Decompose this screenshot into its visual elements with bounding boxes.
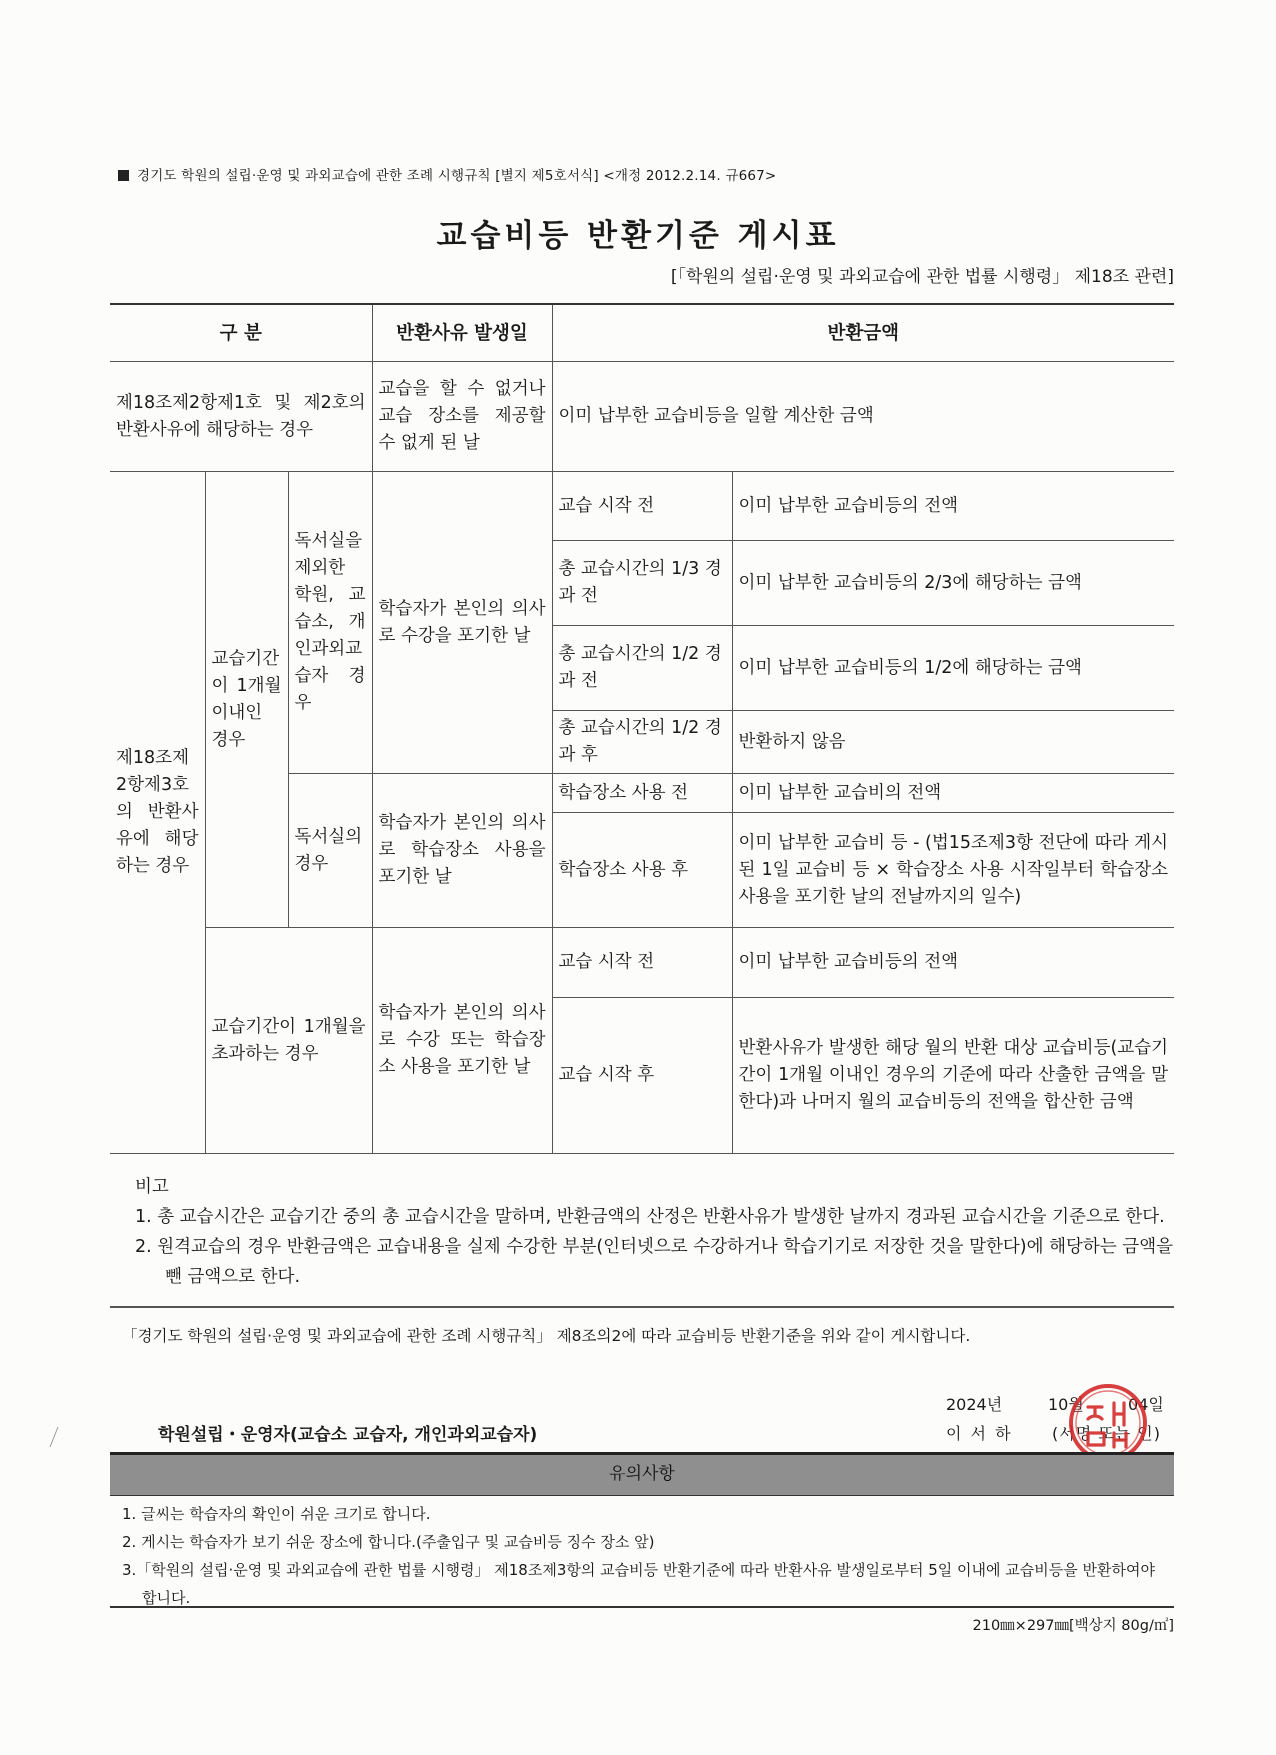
non-reading-label: 독서실을 제외한 학원, 교습소, 개인과외교습자 경우 — [288, 472, 372, 774]
table-row — [110, 362, 1174, 472]
caution-list — [122, 1500, 1172, 1612]
header-refund-amount: 반환금액 — [552, 304, 1174, 362]
scan-mark-icon — [46, 1425, 62, 1449]
timing-cell: 총 교습시간의 1/2 경과 후 — [552, 711, 732, 774]
signature-hint: (서명 또는 인) — [1052, 1424, 1161, 1443]
caution-item: 3.「학원의 설립·운영 및 과외교습에 관한 법률 시행령」 제18조제3항의 교습비등 반환기준에 따라 반환사유 발생일로부터 5일 이내에 교습비등을 반환하여야 합니다. — [122, 1561, 1155, 1607]
date-day: 04일 — [1128, 1395, 1164, 1414]
date-year: 2024년 — [946, 1395, 1003, 1414]
over-month-event: 학습자가 본인의 의사로 수강 또는 학습장소 사용을 포기한 날 — [372, 928, 552, 1154]
row1-category: 제18조제2항제1호 및 제2호의 반환사유에 해당하는 경우 — [110, 362, 372, 472]
signer-role: 학원설립・운영자(교습소 교습자, 개인과외교습자) — [158, 1425, 538, 1445]
table-row — [110, 928, 1174, 998]
section2-category: 제18조제2항제3호의 반환사유에 해당하는 경우 — [110, 472, 205, 1154]
amount-cell: 이미 납부한 교습비등의 2/3에 해당하는 금액 — [732, 541, 1174, 626]
within-month-label: 교습기간이 1개월 이내인 경우 — [205, 472, 288, 928]
non-reading-event: 학습자가 본인의 의사로 수강을 포기한 날 — [372, 472, 552, 774]
signer-name: 이 서 하 — [946, 1424, 1013, 1443]
refund-criteria-table — [110, 303, 1174, 1154]
timing-cell: 학습장소 사용 후 — [552, 813, 732, 928]
paper-spec: 210㎜×297㎜[백상지 80g/㎡] — [972, 1618, 1174, 1634]
amount-cell: 이미 납부한 교습비의 전액 — [732, 774, 1174, 813]
note-item: 2. 원격교습의 경우 반환금액은 교습내용을 실제 수강한 부분(인터넷으로 수강하거나 학습기기로 저장한 것을 말한다)에 해당하는 금액을 뺀 금액으로 한다. — [135, 1237, 1174, 1287]
reading-room-event: 학습자가 본인의 의사로 학습장소 사용을 포기한 날 — [372, 774, 552, 928]
timing-cell: 총 교습시간의 1/2 경과 전 — [552, 626, 732, 711]
legal-reference: 경기도 학원의 설립·운영 및 과외교습에 관한 조례 시행규칙 [별지 제5호서식] <개정 2012.2.14. 규667> — [118, 164, 776, 184]
table-row — [110, 472, 1174, 541]
caution-item: 2. 게시는 학습자가 보기 쉬운 장소에 합니다.(주출입구 및 교습비등 징수 장소 앞) — [122, 1533, 655, 1551]
timing-cell: 교습 시작 후 — [552, 998, 732, 1154]
amount-cell: 이미 납부한 교습비등의 1/2에 해당하는 금액 — [732, 626, 1174, 711]
document-title: 교습비등 반환기준 게시표 — [436, 218, 840, 254]
header-category: 구 분 — [110, 304, 372, 362]
caution-item: 1. 글씨는 학습자의 확인이 쉬운 크기로 합니다. — [122, 1505, 431, 1523]
posting-statement: 「경기도 학원의 설립·운영 및 과외교습에 관한 조례 시행규칙」 제8조의2에 따라 교습비등 반환기준을 위와 같이 게시합니다. — [122, 1327, 971, 1345]
notes-heading: 비고 — [135, 1177, 169, 1197]
reading-room-label: 독서실의 경우 — [288, 774, 372, 928]
timing-cell: 학습장소 사용 전 — [552, 774, 732, 813]
date-month: 10월 — [1048, 1395, 1084, 1414]
table-header-row — [110, 304, 1174, 362]
over-month-label: 교습기간이 1개월을 초과하는 경우 — [205, 928, 372, 1154]
amount-cell: 이미 납부한 교습비등의 전액 — [732, 472, 1174, 541]
timing-cell: 교습 시작 전 — [552, 472, 732, 541]
row1-event: 교습을 할 수 없거나 교습 장소를 제공할 수 없게 된 날 — [372, 362, 552, 472]
divider — [110, 1606, 1174, 1608]
timing-cell: 교습 시작 전 — [552, 928, 732, 998]
row1-amount: 이미 납부한 교습비등을 일할 계산한 금액 — [552, 362, 1174, 472]
document-subtitle: [「학원의 설립·운영 및 과외교습에 관한 법률 시행령」 제18조 관련] — [670, 267, 1174, 287]
amount-cell: 반환하지 않음 — [732, 711, 1174, 774]
amount-cell: 반환사유가 발생한 해당 월의 반환 대상 교습비등(교습기간이 1개월 이내인 경우의 기준에 따라 산출한 금액을 말한다)과 나머지 월의 교습비등의 전액을 합산한 금액 — [732, 998, 1174, 1154]
note-item: 1. 총 교습시간은 교습기간 중의 총 교습시간을 말하며, 반환금액의 산정은 반환사유가 발생한 날까지 경과된 교습시간을 기준으로 한다. — [135, 1207, 1165, 1227]
notes-section — [135, 1172, 1175, 1292]
caution-heading: 유의사항 — [609, 1464, 675, 1484]
caution-heading-bar — [110, 1452, 1174, 1496]
timing-cell: 총 교습시간의 1/3 경과 전 — [552, 541, 732, 626]
header-event-date: 반환사유 발생일 — [372, 304, 552, 362]
amount-cell: 이미 납부한 교습비등의 전액 — [732, 928, 1174, 998]
square-bullet-icon — [118, 170, 129, 181]
amount-cell: 이미 납부한 교습비 등 - (법15조제3항 전단에 따라 게시된 1일 교습비 등 × 학습장소 사용 시작일부터 학습장소 사용을 포기한 날의 전날까지의 일수) — [732, 813, 1174, 928]
divider — [110, 1306, 1174, 1308]
